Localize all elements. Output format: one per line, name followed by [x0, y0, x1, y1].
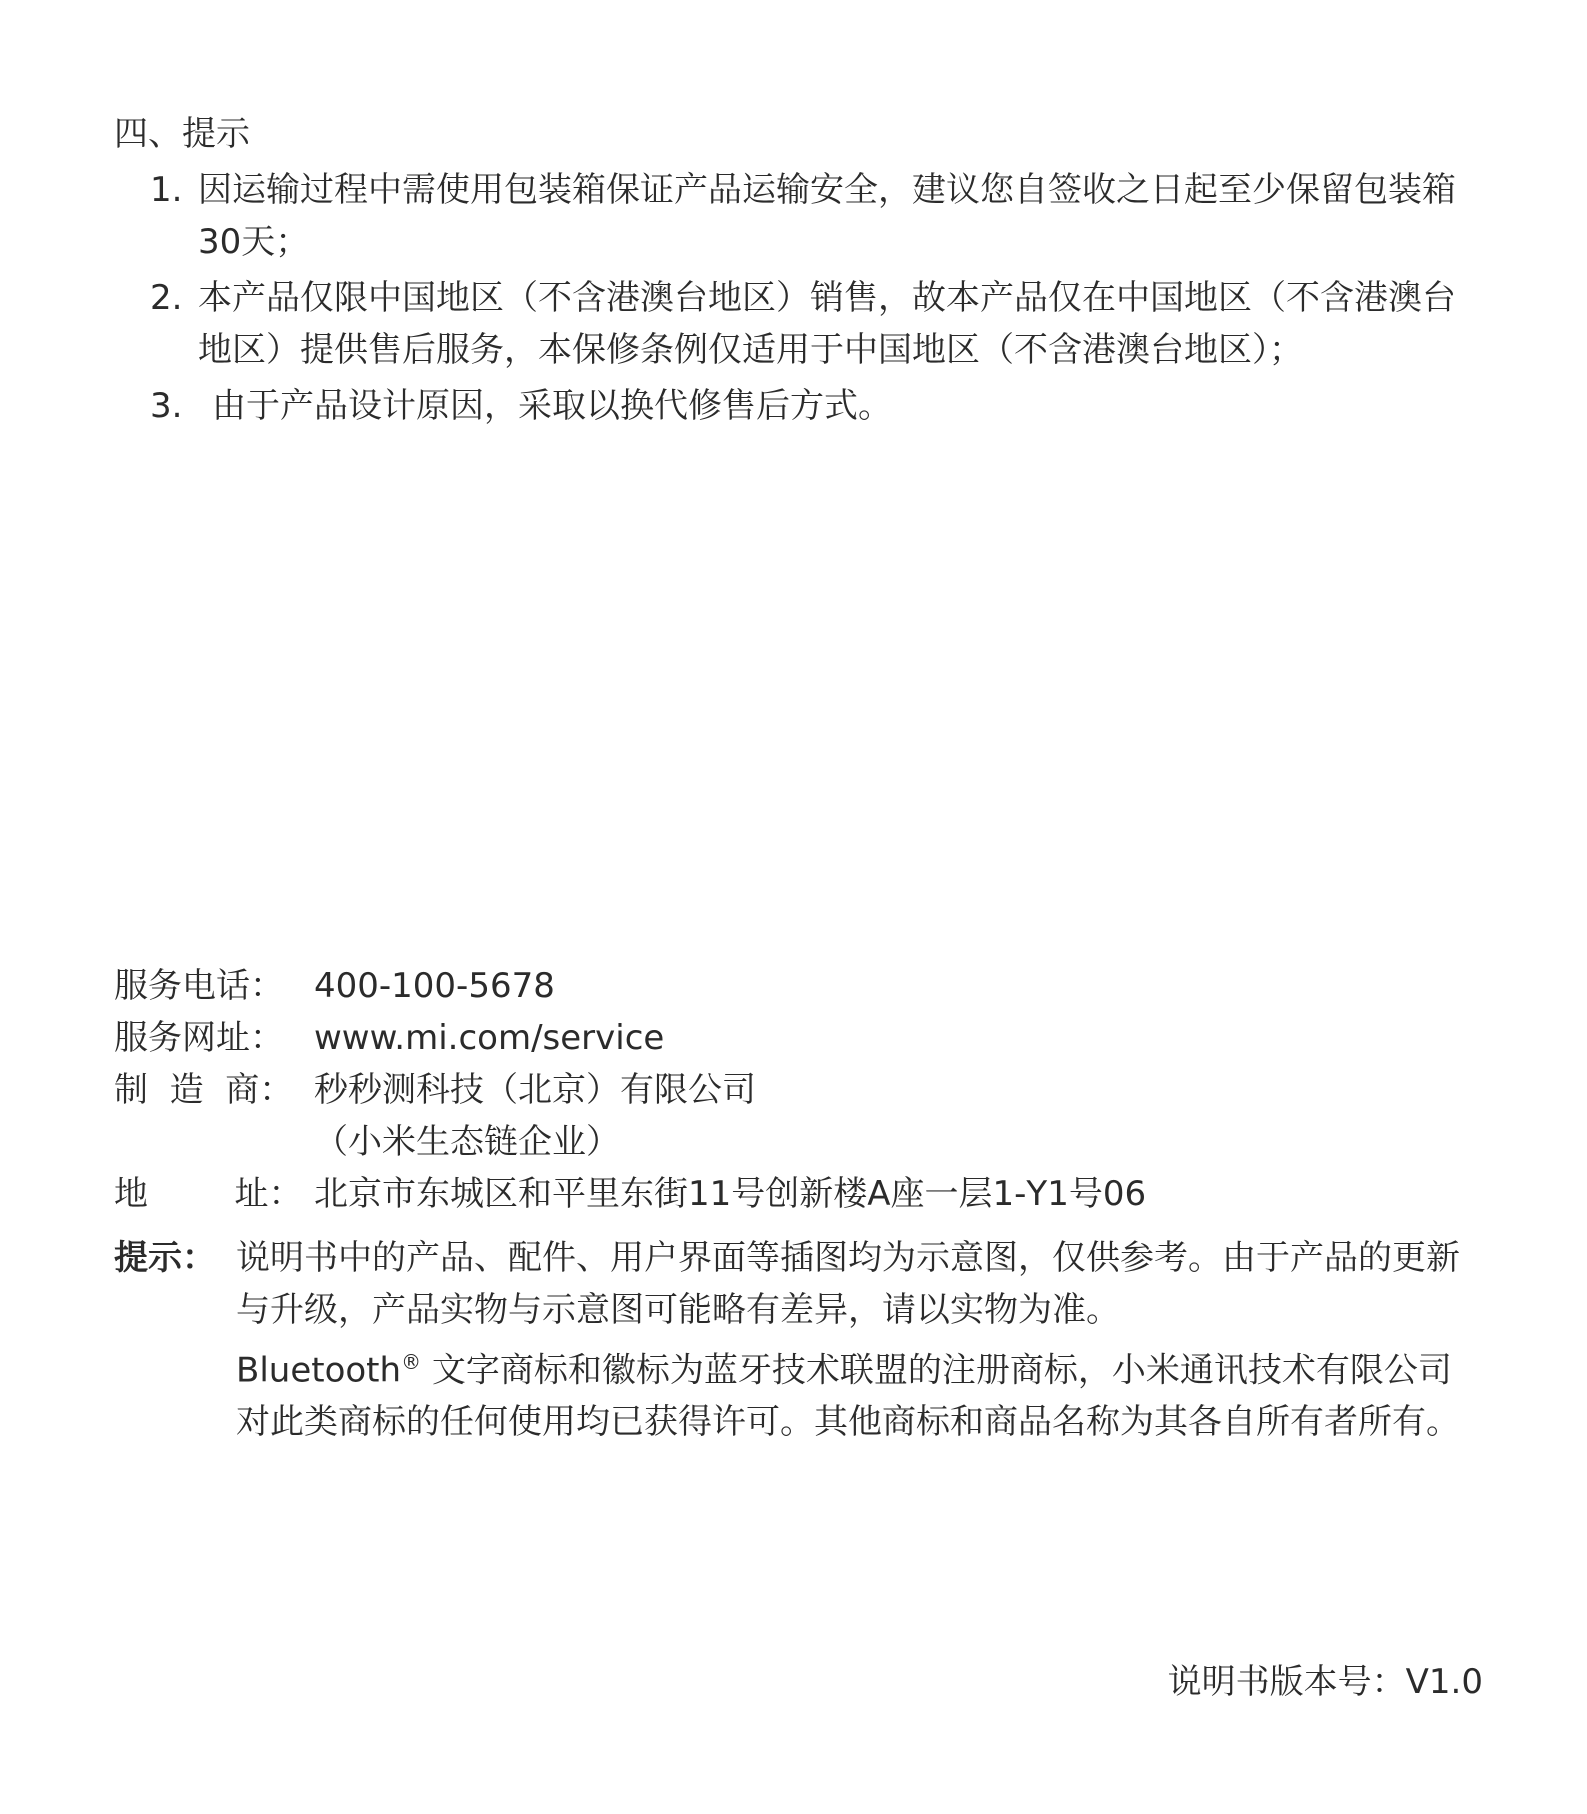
tips-list — [114, 164, 1484, 432]
contact-info — [114, 960, 1484, 1220]
tip-text: 本产品仅限中国地区（不含港澳台地区）销售，故本产品仅在中国地区（不含港澳台地区）提供售后服务，本保修条例仅适用于中国地区（不含港澳台地区）； — [198, 278, 1456, 370]
section-title: 四、提示 — [114, 114, 250, 154]
notice-label: 提示： — [114, 1238, 216, 1278]
trademark-text: 文字商标和徽标为蓝牙技术联盟的注册商标，小米通讯技术有限公司对此类商标的任何使用均已获得许可。其他商标和商品名称为其各自所有者所有。 — [236, 1350, 1460, 1443]
tip-number: 3. — [150, 386, 183, 426]
maker-note: （小米生态链企业） — [314, 1122, 620, 1162]
tip-item — [114, 272, 1484, 376]
site-row — [114, 1012, 1484, 1064]
site-label: 服务网址： — [114, 1018, 284, 1058]
phone-value: 400-100-5678 — [314, 966, 555, 1006]
tip-text: 由于产品设计原因，采取以换代修售后方式。 — [212, 386, 892, 426]
maker-note-row — [114, 1116, 1484, 1168]
address-value: 北京市东城区和平里东街11号创新楼A座一层1-Y1号06 — [314, 1174, 1147, 1214]
tip-text: 因运输过程中需使用包装箱保证产品运输安全，建议您自签收之日起至少保留包装箱30天； — [198, 170, 1456, 262]
maker-row — [114, 1064, 1484, 1116]
trademark-paragraph — [236, 1336, 1481, 1448]
registered-mark: ® — [401, 1350, 422, 1374]
tip-item — [114, 164, 1484, 268]
maker-value: 秒秒测科技（北京）有限公司 — [314, 1070, 756, 1110]
address-label: 地 址： — [114, 1174, 303, 1214]
tip-number: 1. — [150, 170, 183, 210]
notice-block — [114, 1232, 1484, 1448]
tip-item — [114, 380, 1484, 432]
version-number: 说明书版本号：V1.0 — [1167, 1662, 1483, 1702]
address-row — [114, 1168, 1484, 1220]
notice-paragraph: 说明书中的产品、配件、用户界面等插图均为示意图，仅供参考。由于产品的更新与升级，产品实物与示意图可能略有差异，请以实物为准。 — [236, 1238, 1460, 1330]
site-value: www.mi.com/service — [314, 1018, 665, 1058]
bluetooth-word: Bluetooth — [236, 1350, 402, 1391]
tip-number: 2. — [150, 278, 183, 318]
phone-label: 服务电话： — [114, 966, 284, 1006]
phone-row — [114, 960, 1484, 1012]
notice-body — [236, 1232, 1481, 1448]
maker-label: 制 造 商： — [114, 1070, 294, 1110]
